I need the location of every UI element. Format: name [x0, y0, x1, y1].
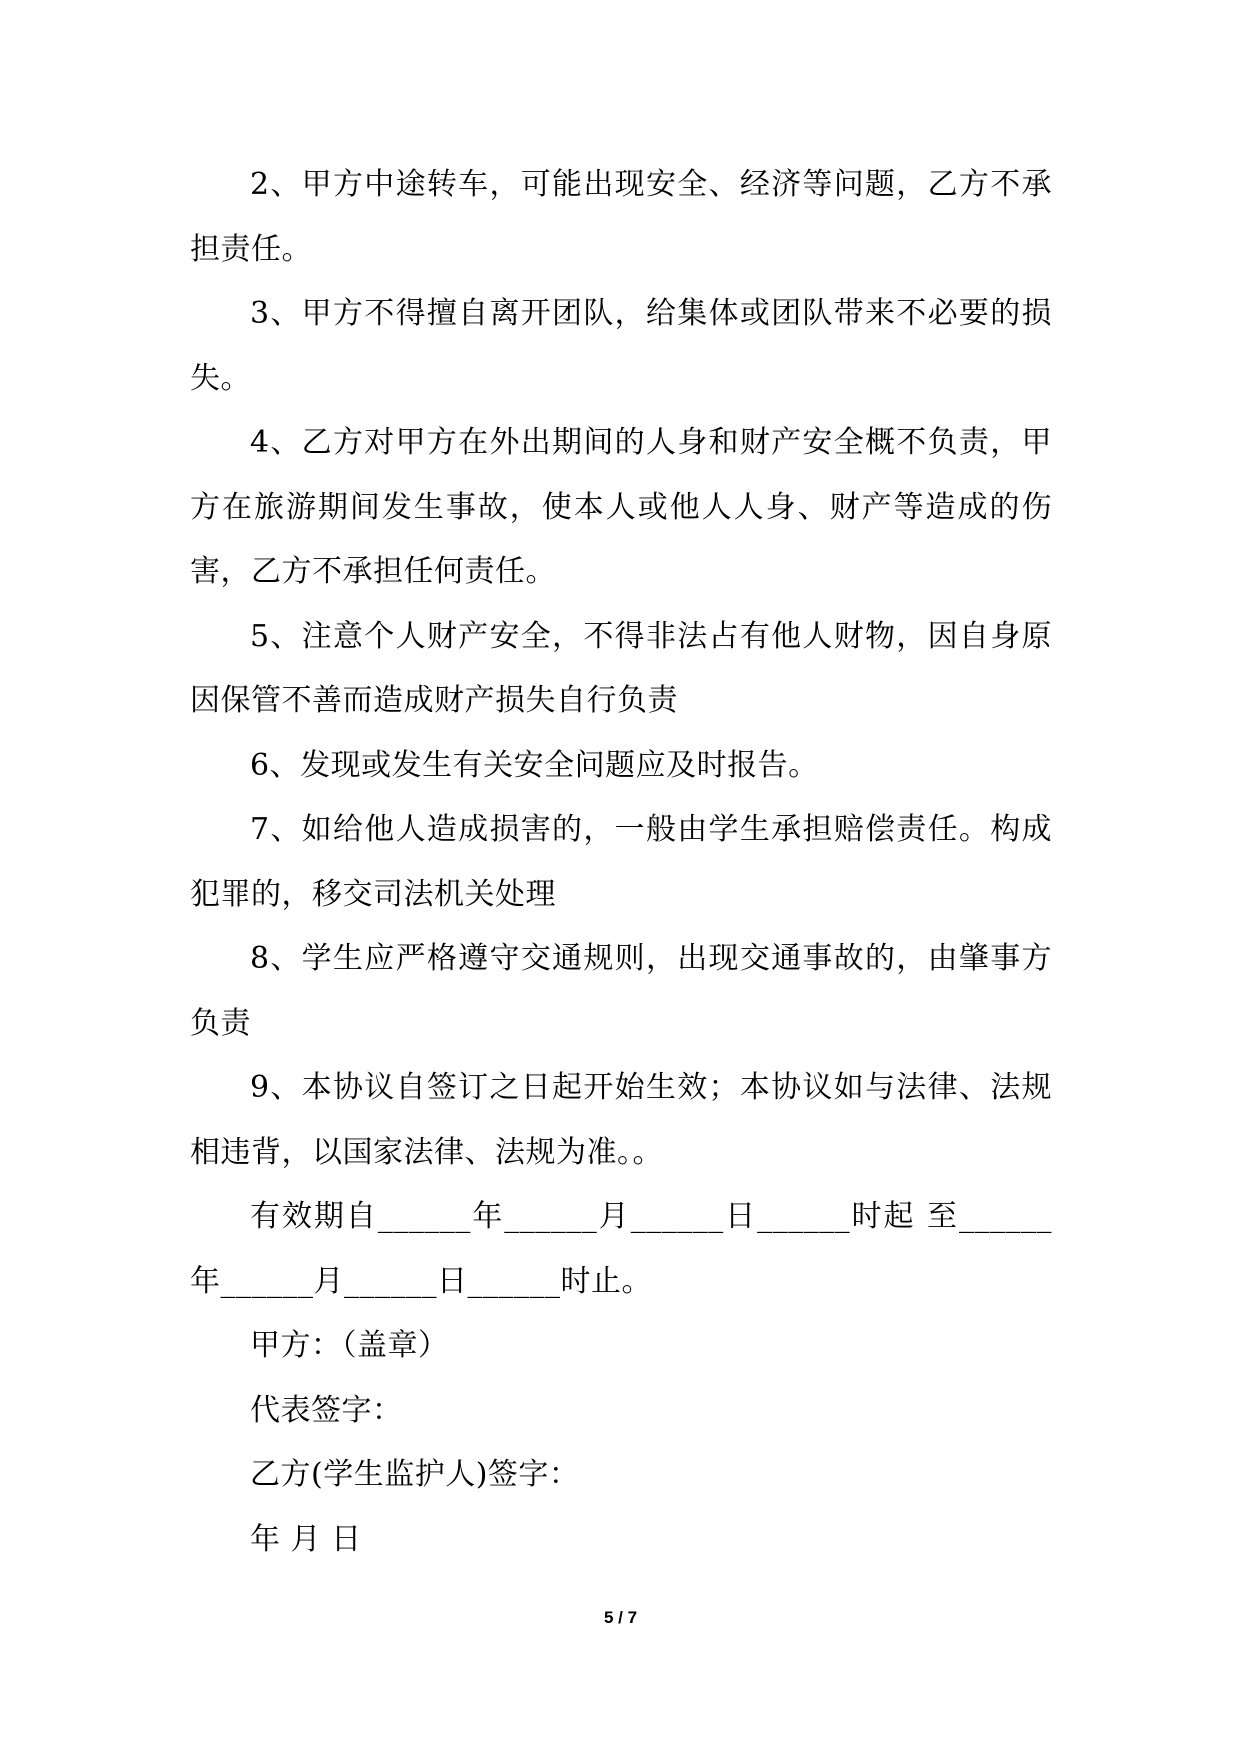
clause-8: 8、学生应严格遵守交通规则，出现交通事故的，由肇事方负责	[190, 941, 1052, 1041]
clause-7: 7、如给他人造成损害的，一般由学生承担赔偿责任。构成犯罪的，移交司法机关处理	[190, 812, 1052, 912]
party-b-guardian-signature: 乙方(学生监护人)签字：	[250, 1457, 580, 1492]
party-a-seal: 甲方：（盖章）	[250, 1328, 449, 1363]
clause-9: 9、本协议自签订之日起开始生效；本协议如与法律、法规相违背，以国家法律、法规为准。。	[190, 1070, 1052, 1170]
document-body	[190, 153, 1052, 1572]
clause-5: 5、注意个人财产安全，不得非法占有他人财物，因自身原因保管不善而造成财产损失自行负责	[190, 618, 1052, 718]
validity-period: 有效期自______年______月______日______时起 至______年______月______日______时止。	[190, 1199, 1052, 1299]
clause-2: 2、甲方中途转车，可能出现安全、经济等问题，乙方不承担责任。	[190, 167, 1052, 267]
page-number: 5 / 7	[603, 1608, 638, 1627]
clause-4: 4、乙方对甲方在外出期间的人身和财产安全概不负责，甲方在旅游期间发生事故，使本人或他人人身、财产等造成的伤害，乙方不承担任何责任。	[190, 425, 1052, 589]
clause-3: 3、甲方不得擅自离开团队，给集体或团队带来不必要的损失。	[190, 296, 1052, 396]
clause-6: 6、发现或发生有关安全问题应及时报告。	[250, 747, 819, 783]
representative-signature: 代表签字：	[250, 1392, 403, 1428]
signature-date: 年 月 日	[250, 1521, 362, 1557]
